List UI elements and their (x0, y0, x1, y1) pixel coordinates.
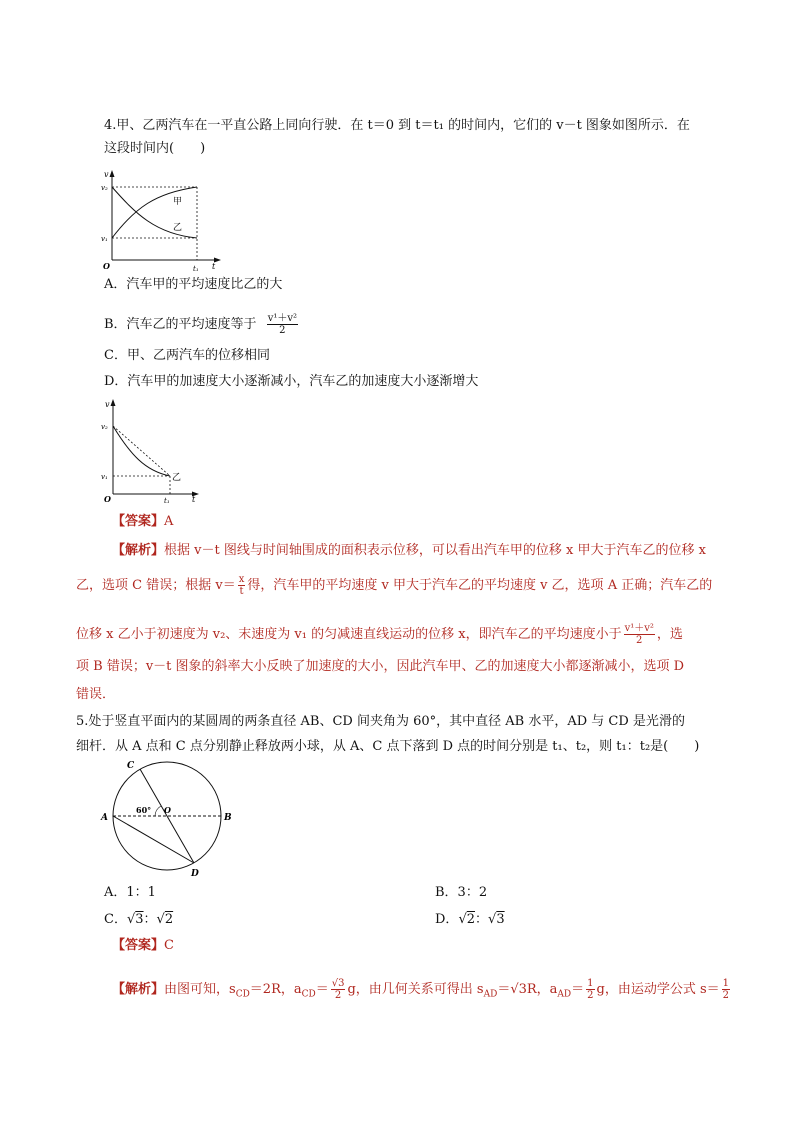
label-v: v (105, 400, 110, 409)
q5-option-c-radicand-2: 2 (164, 912, 174, 927)
label-yi: 乙 (172, 473, 182, 483)
q5-option-d-separator: ： (475, 912, 489, 927)
q5-option-d-prefix: D． (435, 912, 459, 927)
q5-fraction-1 (331, 978, 346, 1001)
angle-arc (155, 806, 161, 816)
q4-answer-label: 【答案】 (112, 514, 165, 529)
label-origin: O (104, 494, 111, 504)
q5-option-d-radicand-1: 2 (466, 912, 476, 927)
straight-reference-line (113, 426, 170, 476)
q5-stem-line-1: 5.处于竖直平面内的某圆周的两条直径 AB、CD 间夹角为 60°，其中直径 AB 水平，AD 与 CD 是光滑的 (76, 714, 685, 729)
q5-analysis-text-b: ＝2R，a (249, 982, 302, 997)
label-t1: t₁ (193, 265, 199, 273)
q5-analysis-text-c: ＝ (315, 982, 329, 997)
fraction-denominator: 2 (636, 635, 643, 646)
chord-ad (113, 816, 194, 863)
q4-stem-line-1: 4.甲、乙两汽车在一平直公路上同向行驶．在 t＝0 到 t＝t₁ 的时间内，它们的 v－t 图象如图所示．在 (104, 118, 690, 133)
label-t: t (212, 262, 216, 271)
q5-circle-diagram (100, 758, 240, 878)
q5-option-c-separator: ： (143, 912, 157, 927)
q4-stem-line-2: 这段时间内( ) (104, 141, 206, 156)
q5-option-c-prefix: C． (104, 912, 127, 927)
q4-vt-graph-1 (100, 168, 225, 273)
q4-answer-value: A (164, 514, 174, 529)
fraction-numerator: 1 (587, 978, 594, 989)
q4-option-b-text: B．汽车乙的平均速度等于 (104, 317, 257, 332)
label-v1: v₁ (101, 235, 108, 243)
q4-option-c: C．甲、乙两汽车的位移相同 (104, 348, 270, 363)
q4-analysis-fraction-v (624, 623, 655, 646)
fraction-denominator: t (239, 586, 244, 597)
label-angle: 60° (136, 805, 152, 815)
fraction-numerator: 1 (722, 978, 730, 989)
label-v: v (104, 170, 109, 179)
q5-option-a: A．1：1 (104, 885, 156, 900)
curve-jia (112, 187, 197, 238)
fraction-denominator: 2 (334, 990, 342, 1001)
q4-analysis-line-1 (112, 542, 706, 560)
q4-analysis-text-1: 根据 v－t 图线与时间轴围成的面积表示位移，可以看出汽车甲的位移 x 甲大于汽车乙的位移 x (164, 543, 706, 558)
q5-fraction-3 (722, 978, 730, 1001)
label-a: A (101, 813, 108, 823)
q5-subscript-cd-a: CD (301, 989, 316, 1000)
fraction-denominator: 2 (587, 990, 594, 1001)
label-t: t (192, 495, 196, 504)
label-v2: v₂ (101, 423, 108, 431)
q4-option-b-numerator: v¹＋v² (267, 313, 298, 324)
q5-analysis-label: 【解析】 (112, 982, 165, 997)
q4-answer (112, 513, 173, 531)
q5-analysis-text-e: ＝√3R，a (497, 982, 558, 997)
label-yi: 乙 (173, 223, 183, 233)
q5-analysis-text-g: g，由运动学公式 s＝ (596, 982, 720, 997)
y-axis-arrow (110, 170, 115, 177)
label-d: D (191, 869, 199, 878)
q4-option-b-fraction (267, 313, 298, 336)
q5-subscript-cd-s: CD (235, 989, 250, 1000)
q5-analysis-text-f: ＝ (571, 982, 585, 997)
label-origin: O (103, 261, 110, 271)
q4-option-b (104, 313, 300, 336)
fraction-numerator: √3 (331, 978, 345, 989)
q4-vt-graph-2 (100, 396, 205, 504)
q4-analysis-text-2a: 乙，选项 C 错误；根据 v＝ (76, 578, 236, 593)
q4-analysis-fraction-x-t (238, 574, 246, 597)
fraction-numerator: x (238, 574, 245, 585)
q5-stem-line-2: 细杆．从 A 点和 C 点分别静止释放两小球，从 A、C 点下落到 D 点的时间分别是 t₁、t₂，则 t₁：t₂是( ) (76, 739, 700, 754)
q5-option-d-radicand-2: 3 (496, 912, 505, 927)
label-v1: v₁ (101, 473, 108, 481)
q4-option-b-denominator: 2 (279, 325, 286, 336)
q4-analysis-line-2 (76, 574, 712, 597)
q4-analysis-label: 【解析】 (112, 543, 165, 558)
q5-subscript-ad-a: AD (557, 989, 572, 1000)
q5-option-c: C．√3：√2 (104, 912, 174, 927)
label-jia: 甲 (173, 197, 183, 207)
q5-subscript-ad-s: AD (483, 989, 498, 1000)
q5-analysis-text-a: 由图可知，s (164, 982, 236, 997)
fraction-denominator: 2 (722, 990, 730, 1001)
q4-option-d: D．汽车甲的加速度大小逐渐减小，汽车乙的加速度大小逐渐增大 (104, 374, 479, 389)
label-c: C (127, 761, 135, 771)
q5-option-c-radicand-1: 3 (135, 912, 144, 927)
q4-analysis-line-5: 错误． (76, 687, 116, 702)
label-o: O (164, 805, 171, 815)
q5-analysis-text-d: g，由几何关系可得出 s (347, 982, 484, 997)
label-b: B (224, 813, 232, 823)
q5-fraction-2 (586, 978, 594, 1001)
label-t1: t₁ (164, 497, 170, 504)
q5-option-d: D．√2：√3 (435, 912, 505, 927)
y-axis-arrow (111, 399, 116, 406)
curve-yi (112, 187, 197, 238)
q5-answer-value: C (164, 938, 174, 953)
q4-option-a: A．汽车甲的平均速度比乙的大 (104, 277, 283, 292)
q5-answer-label: 【答案】 (112, 938, 165, 953)
q4-analysis-text-2b: 得，汽车甲的平均速度 v 甲大于汽车乙的平均速度 v 乙，选项 A 正确；汽车乙的 (247, 578, 713, 593)
q4-analysis-text-3a: 位移 x 乙小于初速度为 v₂、末速度为 v₁ 的匀减速直线运动的位移 x，即汽车乙的平均速度小于 (76, 627, 622, 642)
q5-answer (112, 937, 174, 955)
q4-analysis-text-3b: ，选 (656, 627, 683, 642)
q4-analysis-line-4: 项 B 错误；v－t 图象的斜率大小反映了加速度的大小，因此汽车甲、乙的加速度大小都逐渐减小，选项 D (76, 659, 685, 674)
q4-analysis-line-3 (76, 623, 683, 646)
q5-analysis-line-1 (112, 978, 732, 1004)
q5-option-b: B．3：2 (435, 885, 488, 900)
label-v2: v₂ (101, 184, 108, 192)
fraction-numerator: v¹＋v² (624, 623, 654, 634)
